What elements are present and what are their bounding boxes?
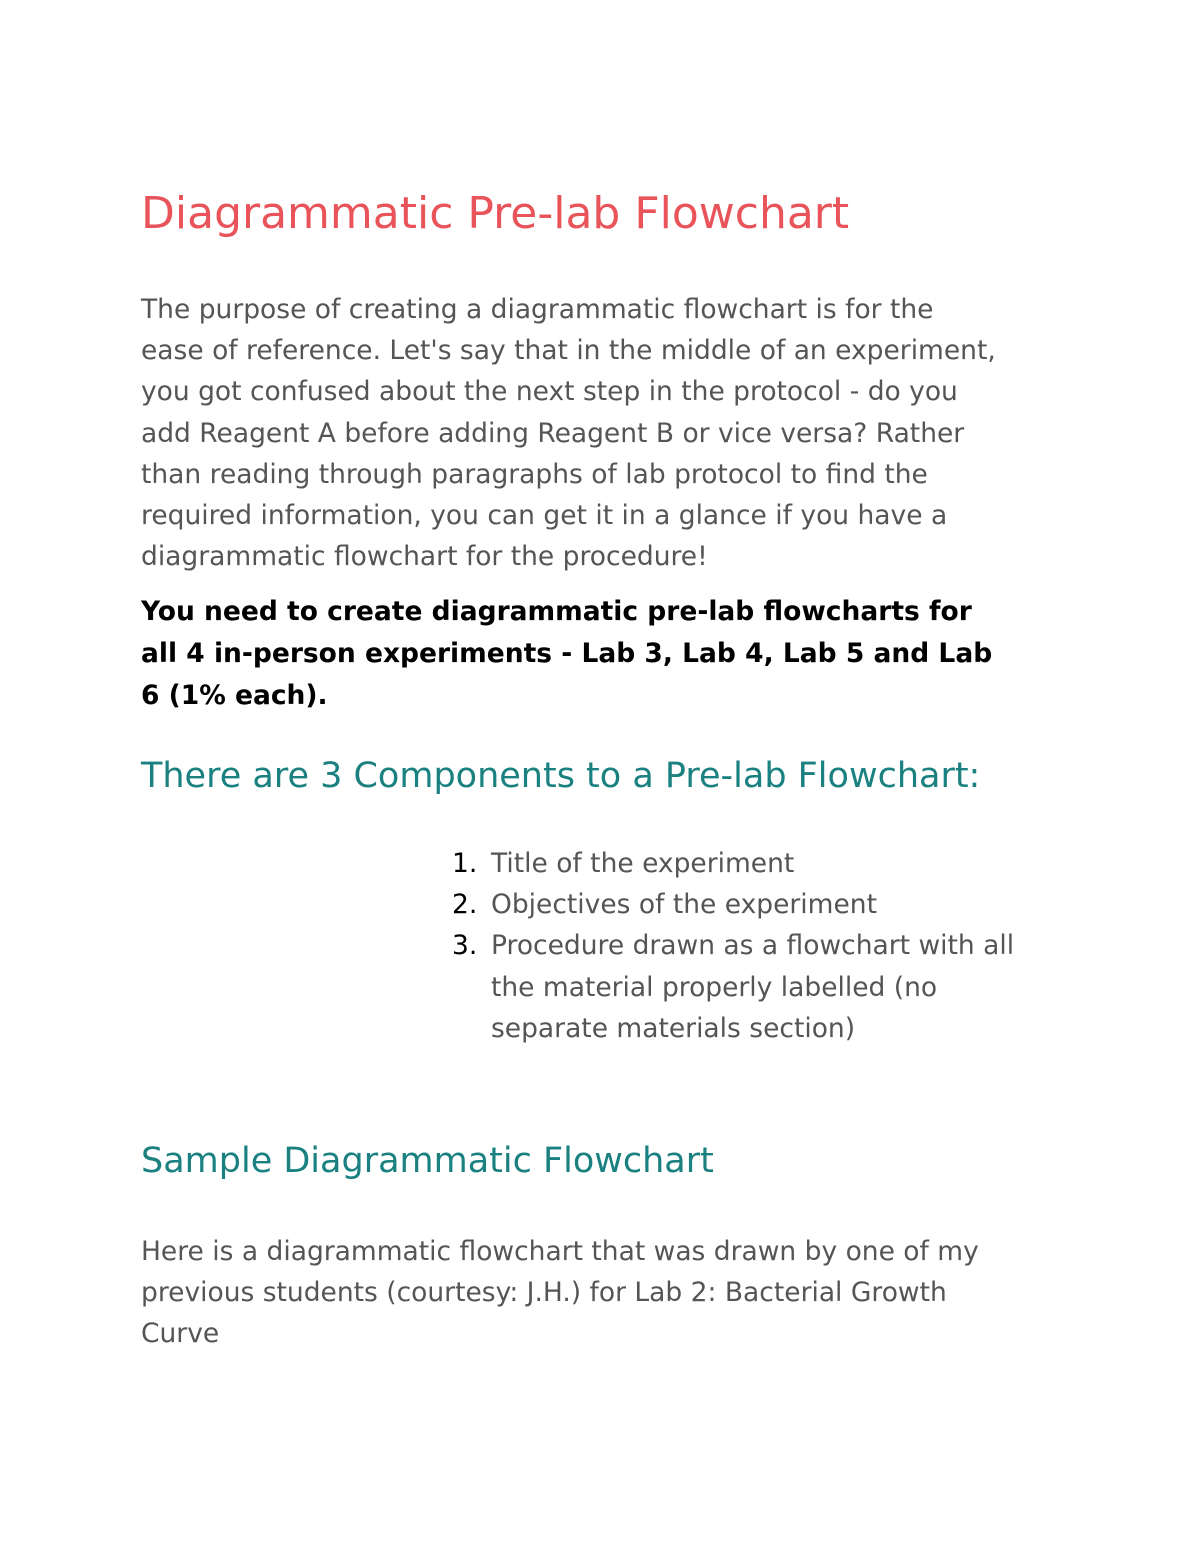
- list-item: [452, 925, 1014, 1049]
- intro-line: ease of reference. Let's say that in the middle of an experiment,: [141, 335, 996, 367]
- components-list: [452, 843, 1014, 1049]
- list-item: [452, 843, 1014, 884]
- list-item-text: the material properly labelled (no: [491, 971, 938, 1003]
- requirement-line: 6 (1% each).: [141, 680, 328, 711]
- intro-line: The purpose of creating a diagrammatic flowchart is for the: [141, 294, 934, 325]
- sample-paragraph: [141, 1231, 1081, 1354]
- intro-line: required information, you can get it in a glance if you have a: [141, 500, 948, 532]
- intro-paragraph: [141, 289, 1081, 577]
- list-item-number: 3.: [452, 930, 478, 962]
- requirement-paragraph: [141, 591, 1081, 717]
- requirement-line: all 4 in-person experiments - Lab 3, Lab 4, Lab 5 and Lab: [141, 638, 993, 669]
- intro-line: diagrammatic flowchart for the procedure!: [141, 541, 708, 573]
- sample-line: previous students (courtesy: J.H.) for Lab 2: Bacterial Growth: [141, 1277, 947, 1308]
- requirement-line: You need to create diagrammatic pre-lab flowcharts for: [141, 596, 972, 627]
- components-heading: There are 3 Components to a Pre-lab Flowchart:: [141, 756, 981, 796]
- list-item-text: Procedure drawn as a flowchart with all: [491, 930, 1015, 962]
- list-item-text: Title of the experiment: [491, 848, 795, 879]
- intro-line: you got confused about the next step in the protocol - do you: [141, 376, 958, 408]
- sample-line: Curve: [141, 1318, 220, 1349]
- list-item-number: 2.: [452, 889, 478, 921]
- list-item: [452, 884, 1014, 925]
- list-item-text: Objectives of the experiment: [491, 889, 877, 921]
- list-item-number: 1.: [452, 848, 478, 879]
- page-title: Diagrammatic Pre-lab Flowchart: [141, 188, 850, 239]
- list-item-text: separate materials section): [491, 1012, 856, 1044]
- sample-line: Here is a diagrammatic flowchart that was drawn by one of my: [141, 1236, 979, 1267]
- sample-heading: Sample Diagrammatic Flowchart: [141, 1141, 714, 1181]
- intro-line: than reading through paragraphs of lab protocol to find the: [141, 458, 928, 490]
- intro-line: add Reagent A before adding Reagent B or vice versa? Rather: [141, 417, 965, 449]
